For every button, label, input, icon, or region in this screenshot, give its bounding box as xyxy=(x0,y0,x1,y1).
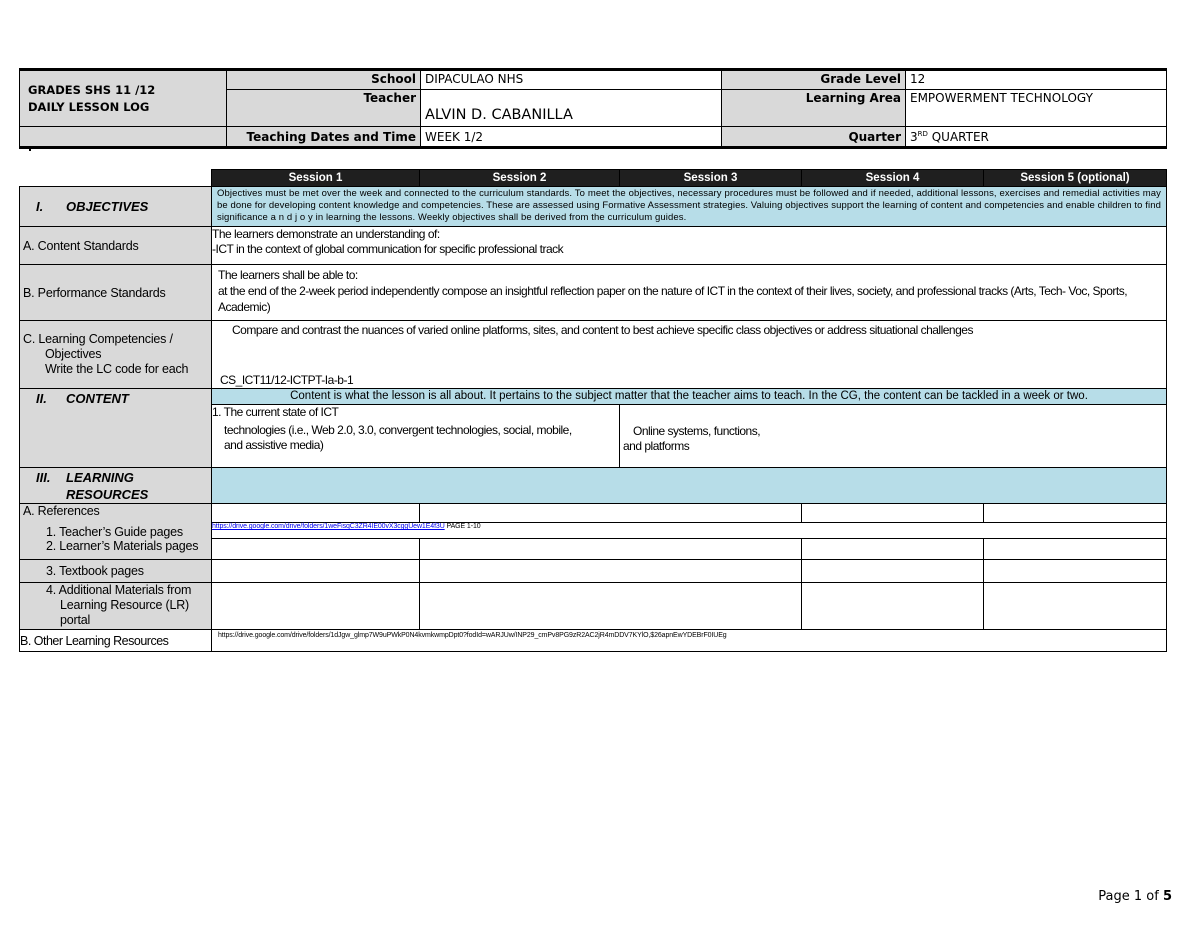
resources-blue-bar xyxy=(212,468,1167,504)
content-standards-line-2: -ICT in the context of global communication for specific professional track xyxy=(212,242,564,256)
session-5-header: Session 5 (optional) xyxy=(984,170,1167,187)
learners-materials-cell-2 xyxy=(420,539,802,560)
performance-standards-cell xyxy=(212,265,1167,321)
references-cell-4 xyxy=(984,504,1167,523)
session-3-header: Session 3 xyxy=(620,170,802,187)
grade-level-label: Grade Level xyxy=(722,70,906,90)
teachers-guide-row xyxy=(20,523,1167,539)
learners-materials-cell-4 xyxy=(984,539,1167,560)
competencies-row xyxy=(20,321,1167,389)
content-note-text: Content is what the lesson is all about. It pertains to the subject matter that the teacher aims to teach. In the CG, the content can be tackled in a week or two. xyxy=(290,390,1088,402)
other-resources-label: B. Other Learning Resources xyxy=(20,630,212,652)
content-standards-line-1: The learners demonstrate an understanding of: xyxy=(212,227,440,241)
content-right-cell xyxy=(620,405,1167,468)
additional-materials-line-1: 4. Additional Materials from xyxy=(46,583,192,597)
competencies-label xyxy=(20,321,212,389)
content-note xyxy=(212,389,1167,405)
quarter-word: QUARTER xyxy=(931,129,989,144)
references-label: A. References xyxy=(20,504,212,523)
grades-blank-cell xyxy=(20,127,227,148)
resources-number: III. xyxy=(36,470,51,485)
learning-area-label: Learning Area xyxy=(722,90,906,127)
content-left-line-1: 1. The current state of ICT xyxy=(212,405,339,419)
quarter-value xyxy=(906,127,1167,148)
textbook-row xyxy=(20,560,1167,583)
other-resources-cell xyxy=(212,630,1167,652)
content-left-line-2: technologies (i.e., Web 2.0, 3.0, convergent technologies, social, mobile, xyxy=(224,423,572,437)
competencies-text: Compare and contrast the nuances of varied online platforms, sites, and content to best achieve specific class objectives or address situational challenges xyxy=(232,323,973,337)
resources-title-line-1: LEARNING xyxy=(66,470,134,485)
additional-materials-label xyxy=(20,583,212,630)
content-standards-cell xyxy=(212,227,1167,265)
performance-standards-line-1: The learners shall be able to: xyxy=(218,268,358,282)
competencies-label-line-1: C. Learning Competencies / xyxy=(23,332,173,346)
references-cell-1 xyxy=(212,504,420,523)
session-1-header: Session 1 xyxy=(212,170,420,187)
teaching-dates-label: Teaching Dates and Time xyxy=(227,127,421,148)
teaching-dates-value: WEEK 1/2 xyxy=(421,127,722,148)
resources-title-line-2: RESOURCES xyxy=(66,487,149,502)
page-number: 1 xyxy=(1133,889,1143,904)
quarter-label: Quarter xyxy=(722,127,906,148)
page-footer xyxy=(1098,889,1172,904)
competencies-label-line-3: Write the LC code for each xyxy=(45,362,189,376)
resources-row xyxy=(20,468,1167,504)
grades-line: GRADES SHS 11 /12 xyxy=(28,82,156,97)
session-4-header: Session 4 xyxy=(802,170,984,187)
textbook-cell-2 xyxy=(420,560,802,583)
of-word: of xyxy=(1146,889,1159,904)
content-right-line-1: Online systems, functions, xyxy=(633,424,761,438)
competencies-code: CS_ICT11/12-ICTPT-Ia-b-1 xyxy=(220,373,354,387)
session-header-blank xyxy=(20,170,212,187)
textbook-cell-1 xyxy=(212,560,420,583)
textbook-label: 3. Textbook pages xyxy=(20,560,212,583)
grade-level-value: 12 xyxy=(906,70,1167,90)
lesson-log-table xyxy=(19,169,1167,652)
learners-materials-cell-3 xyxy=(802,539,984,560)
teacher-label: Teacher xyxy=(227,90,421,127)
content-heading xyxy=(20,389,212,468)
teacher-value: ALVIN D. CABANILLA xyxy=(421,90,722,127)
references-row xyxy=(20,504,1167,523)
additional-materials-line-2: Learning Resource (LR) xyxy=(60,598,189,612)
content-standards-label: A. Content Standards xyxy=(20,227,212,265)
school-label: School xyxy=(227,70,421,90)
quarter-number: 3 xyxy=(910,129,918,144)
objectives-title: OBJECTIVES xyxy=(66,199,149,214)
session-header-row xyxy=(20,170,1167,187)
teachers-guide-pages: PAGE 1-10 xyxy=(446,523,481,530)
page-word: Page xyxy=(1098,889,1130,904)
school-value: DIPACULAO NHS xyxy=(421,70,722,90)
additional-materials-row xyxy=(20,583,1167,630)
stray-mark xyxy=(29,148,31,151)
content-left-cell xyxy=(212,405,620,468)
teachers-guide-label: 1. Teacher’s Guide pages xyxy=(20,523,212,539)
additional-materials-cell-3 xyxy=(802,583,984,630)
objectives-note xyxy=(212,187,1167,227)
performance-standards-row xyxy=(20,265,1167,321)
additional-materials-cell-4 xyxy=(984,583,1167,630)
content-standards-row xyxy=(20,227,1167,265)
content-right-line-2: and platforms xyxy=(623,439,690,453)
learners-materials-cell-1 xyxy=(212,539,420,560)
competencies-label-line-2: Objectives xyxy=(45,347,102,361)
resources-heading xyxy=(20,468,212,504)
learners-materials-row xyxy=(20,539,1167,560)
content-number: II. xyxy=(36,391,47,406)
textbook-cell-3 xyxy=(802,560,984,583)
other-resources-row xyxy=(20,630,1167,652)
teachers-guide-link[interactable]: https://drive.google.com/drive/folders/1weFisqC3ZR4IE00vX3cggUew1E4f3U xyxy=(212,523,445,530)
learning-area-value: EMPOWERMENT TECHNOLOGY xyxy=(906,90,1167,127)
learners-materials-label: 2. Learner’s Materials pages xyxy=(20,539,212,560)
quarter-suffix: RD xyxy=(917,129,928,138)
performance-standards-line-2: at the end of the 2-week period independently compose an insightful reflection paper on the nature of ICT in the context of their lives, society, and professional tracks (Arts, Tech- Voc, Sports, Academic) xyxy=(218,284,1128,314)
teachers-guide-cell xyxy=(212,523,1167,539)
daily-lesson-log-line: DAILY LESSON LOG xyxy=(28,99,150,114)
performance-standards-label: B. Performance Standards xyxy=(20,265,212,321)
additional-materials-line-3: portal xyxy=(60,613,91,627)
textbook-cell-4 xyxy=(984,560,1167,583)
objectives-note-text: Objectives must be met over the week and connected to the curriculum standards. To meet the objectives, necessary procedures must be followed and if needed, additional lessons, exercises and remedial activities may be done for developing content knowledge and competencies. These are assessed using Formative Assessment strategies. Valuing objectives support the learning of content and competencies and enable children to find significance a n d j o y in learning the lessons. Weekly objectives shall be derived from the curriculum guides. xyxy=(217,188,1161,223)
competencies-cell xyxy=(212,321,1167,389)
references-cell-3 xyxy=(802,504,984,523)
objectives-heading xyxy=(20,187,212,227)
content-left-line-3: and assistive media) xyxy=(224,438,324,452)
content-title: CONTENT xyxy=(66,391,129,406)
session-2-header: Session 2 xyxy=(420,170,620,187)
grades-title xyxy=(20,70,227,127)
objectives-number: I. xyxy=(36,199,44,214)
objectives-row xyxy=(20,187,1167,227)
lesson-log-header xyxy=(19,68,1167,149)
references-cell-2 xyxy=(420,504,802,523)
other-resources-link[interactable]: https://drive.google.com/drive/folders/1dJgw_glmp7W9uPWkP0N4kvmkwmpDpt0?fodId=wARJUw/INP29_cmPv8PG9zR2AC2jR4mDDV7KYlO,$26apnEwYDEBrF0IUEg xyxy=(218,632,727,639)
additional-materials-cell-1 xyxy=(212,583,420,630)
page-total: 5 xyxy=(1162,889,1172,904)
additional-materials-cell-2 xyxy=(420,583,802,630)
content-note-row xyxy=(20,389,1167,405)
